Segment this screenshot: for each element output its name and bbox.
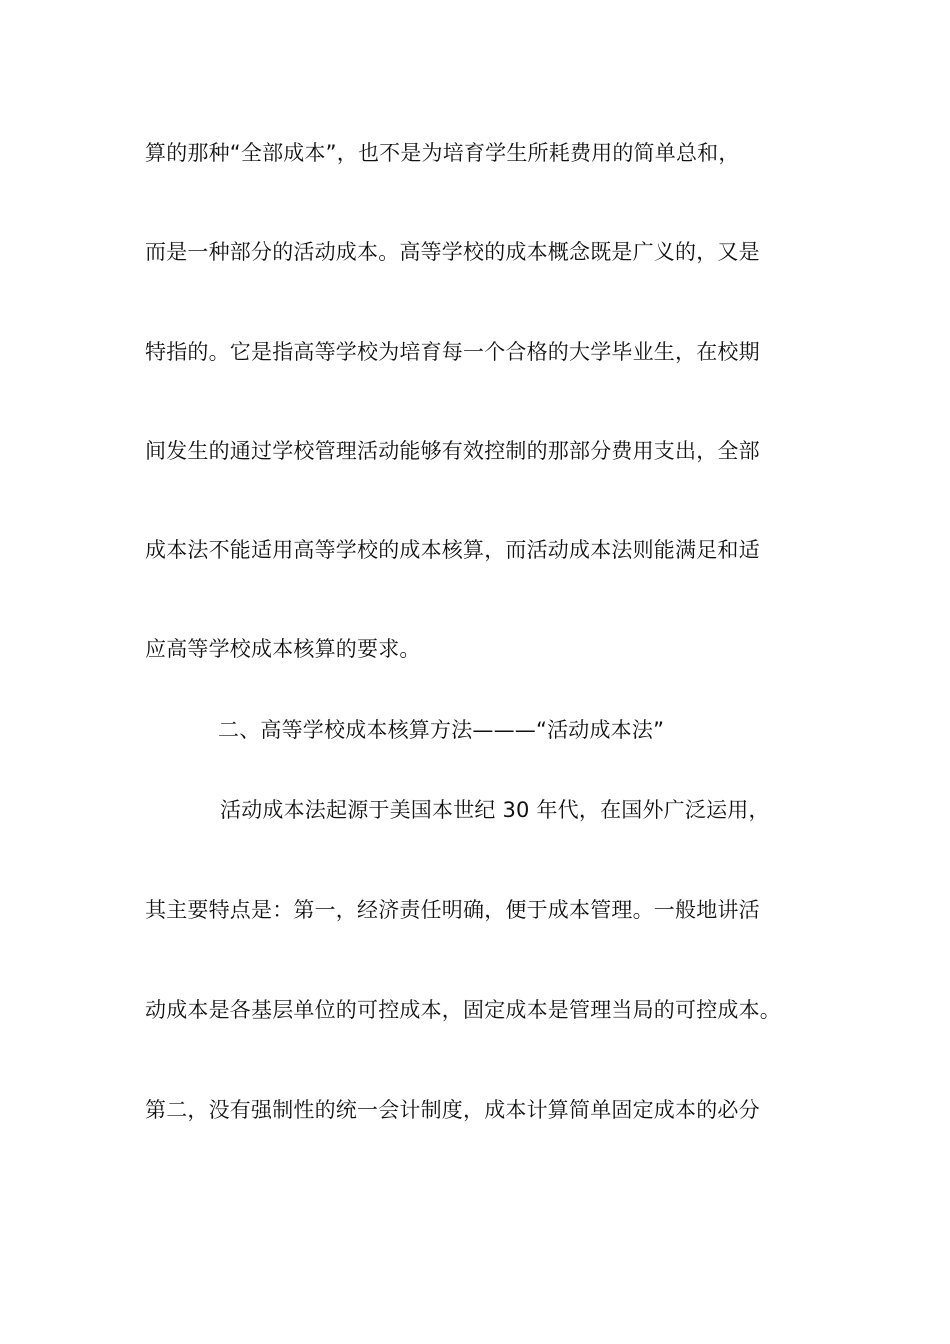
paragraph-line: 间发生的通过学校管理活动能够有效控制的那部分费用支出，全部 <box>145 439 760 463</box>
paragraph-line: 特指的。它是指高等学校为培育每一个合格的大学毕业生，在校期 <box>145 340 760 364</box>
paragraph-line: 活动成本法起源于美国本世纪 30 年代，在国外广泛运用， <box>220 798 770 822</box>
section-heading: 二、高等学校成本核算方法———“活动成本法” <box>218 718 665 742</box>
paragraph-line: 应高等学校成本核算的要求。 <box>145 637 421 661</box>
paragraph-line: 而是一种部分的活动成本。高等学校的成本概念既是广义的，又是 <box>145 240 760 264</box>
paragraph-line: 成本法不能适用高等学校的成本核算，而活动成本法则能满足和适 <box>145 538 760 562</box>
paragraph-line: 算的那种“全部成本”，也不是为培育学生所耗费用的简单总和， <box>145 141 740 165</box>
paragraph-line: 第二，没有强制性的统一会计制度，成本计算简单固定成本的必分 <box>145 1098 760 1122</box>
paragraph-line: 动成本是各基层单位的可控成本，固定成本是管理当局的可控成本。 <box>145 998 781 1022</box>
paragraph-line: 其主要特点是：第一，经济责任明确，便于成本管理。一般地讲活 <box>145 898 760 922</box>
